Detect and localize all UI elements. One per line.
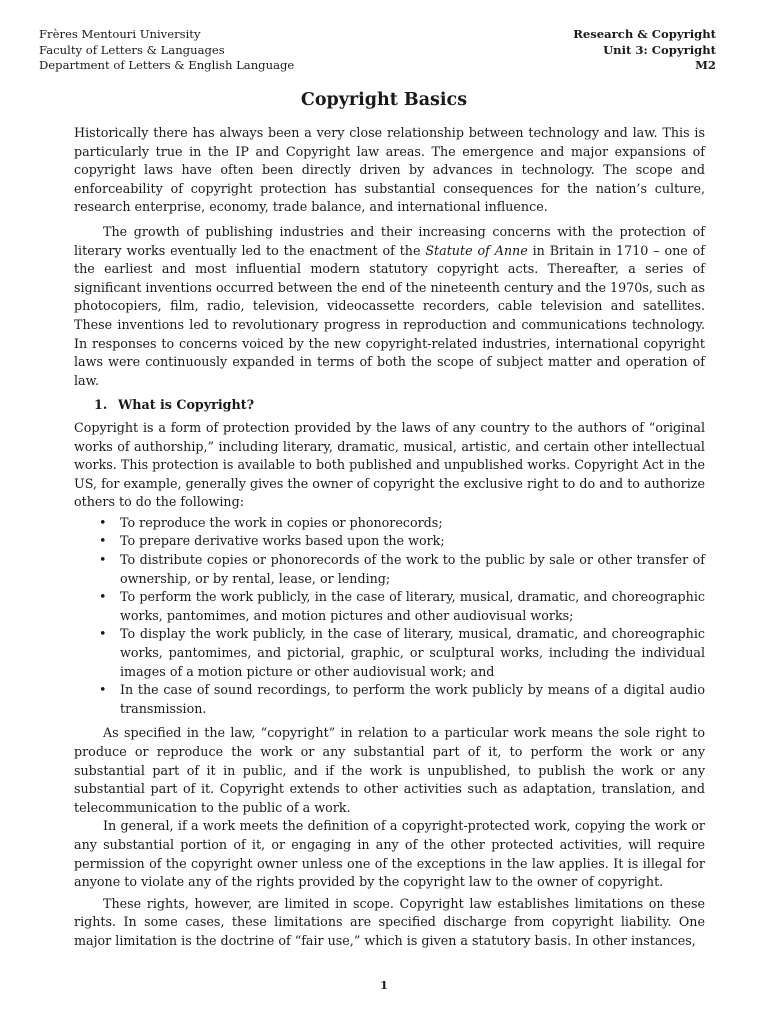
history-text-before: The growth of publishing industries and their increasing concerns with the protection of literary works eventually led to the enactment of the	[74, 223, 705, 258]
header-unit: Unit 3: Copyright	[603, 42, 716, 57]
permission-paragraph: In general, if a work meets the definition of a copyright-protected work, copying the work or any substantial portion of it, or engaging in any of the other protected activities, will require permission of the copyright owner unless one of the exceptions in the law applies. It is illegal for anyone to violate any of the rights provided by the copyright law to the owner of copyright.	[74, 818, 705, 890]
list-item	[74, 532, 705, 551]
list-item-text: To perform the work publicly, in the case of literary, musical, dramatic, and choreographic works, pantomimes, and motion pictures and other audiovisual works;	[120, 589, 705, 623]
header-level: M2	[695, 58, 716, 72]
intro-paragraph: Historically there has always been a very close relationship between technology and law. This is particularly true in the IP and Copyright law areas. The emergence and major expansions of copyright laws have often been directly driven by advances in technology. The scope and enforceability of copyright protection has substantial consequences for the nation’s culture, research enterprise, economy, trade balance, and international influence.	[74, 125, 705, 215]
list-item	[74, 514, 705, 533]
section-number: 1.	[94, 397, 108, 413]
limitations-paragraph: These rights, however, are limited in scope. Copyright law establishes limitations on these rights. In some cases, these limitations are specified discharge from copyright liability. One major limitation is the doctrine of “fair use,” which is given a statutory basis. In other instances,	[74, 895, 705, 948]
history-paragraph	[74, 223, 705, 390]
header-department: Department of Letters & English Language	[39, 58, 295, 72]
page-title: Copyright Basics	[300, 90, 468, 110]
page-number: 1	[379, 978, 388, 992]
list-item-text: To distribute copies or phonorecords of the work to the public by sale or other transfer of ownership, or by rental, lease, or lending;	[120, 552, 705, 586]
section-heading	[74, 396, 705, 415]
document-body	[74, 124, 705, 951]
bullet-icon: •	[99, 682, 107, 698]
list-item-text: In the case of sound recordings, to perform the work publicly by means of a digital audio transmission.	[120, 682, 705, 716]
section-heading-text: What is Copyright?	[118, 397, 255, 413]
bullet-icon: •	[99, 552, 107, 568]
list-item-text: To display the work publicly, in the case of literary, musical, dramatic, and choreographic works, pantomimes, and pictorial, graphic, or sculptural works, including the individual images of a motion picture or other audiovisual work; and	[120, 626, 705, 679]
list-item	[74, 588, 705, 625]
statute-title: Statute of Anne	[425, 242, 528, 258]
list-item	[74, 625, 705, 681]
list-item-text: To reproduce the work in copies or phonorecords;	[120, 514, 443, 530]
header-university: Frères Mentouri University	[39, 27, 201, 41]
definition-law-paragraph: As specified in the law, “copyright” in relation to a particular work means the sole right to produce or reproduce the work or any substantial part of it, to perform the work or any substantial part of it in public, and if the work is unpublished, to publish the work or any substantial part of it. Copyright extends to other activities such as adaptation, translation, and telecommunication to the public of a work.	[74, 725, 705, 815]
list-item-text: To prepare derivative works based upon the work;	[120, 533, 445, 549]
history-text-after: in Britain in 1710 – one of the earliest and most influential modern statutory copyright acts. Thereafter, a series of significant inventions occurred between the end of the nineteenth century and the 1970s, such as photocopiers, film, radio, television, videocassette recorders, cable television and satellites. These inventions led to revolutionary progress in reproduction and communications technology. In responses to concerns voiced by the new copyright-related industries, international copyright laws were continuously expanded in terms of both the scope of subject matter and operation of law.	[74, 242, 705, 388]
list-item	[74, 551, 705, 588]
bullet-icon: •	[99, 626, 107, 642]
list-item	[74, 681, 705, 718]
rights-list	[74, 514, 705, 719]
definition-paragraph: Copyright is a form of protection provided by the laws of any country to the authors of “original works of authorship,” including literary, dramatic, musical, artistic, and certain other intellectual works. This protection is available to both published and unpublished works. Copyright Act in the US, for example, generally gives the owner of copyright the exclusive right to do and to authorize others to do the following:	[74, 419, 705, 510]
bullet-icon: •	[99, 533, 107, 549]
header-course-title: Research & Copyright	[573, 27, 716, 41]
header-institution	[39, 27, 294, 74]
header-course	[573, 27, 716, 74]
bullet-icon: •	[99, 589, 107, 605]
header-faculty: Faculty of Letters & Languages	[39, 42, 225, 57]
bullet-icon: •	[99, 514, 107, 530]
